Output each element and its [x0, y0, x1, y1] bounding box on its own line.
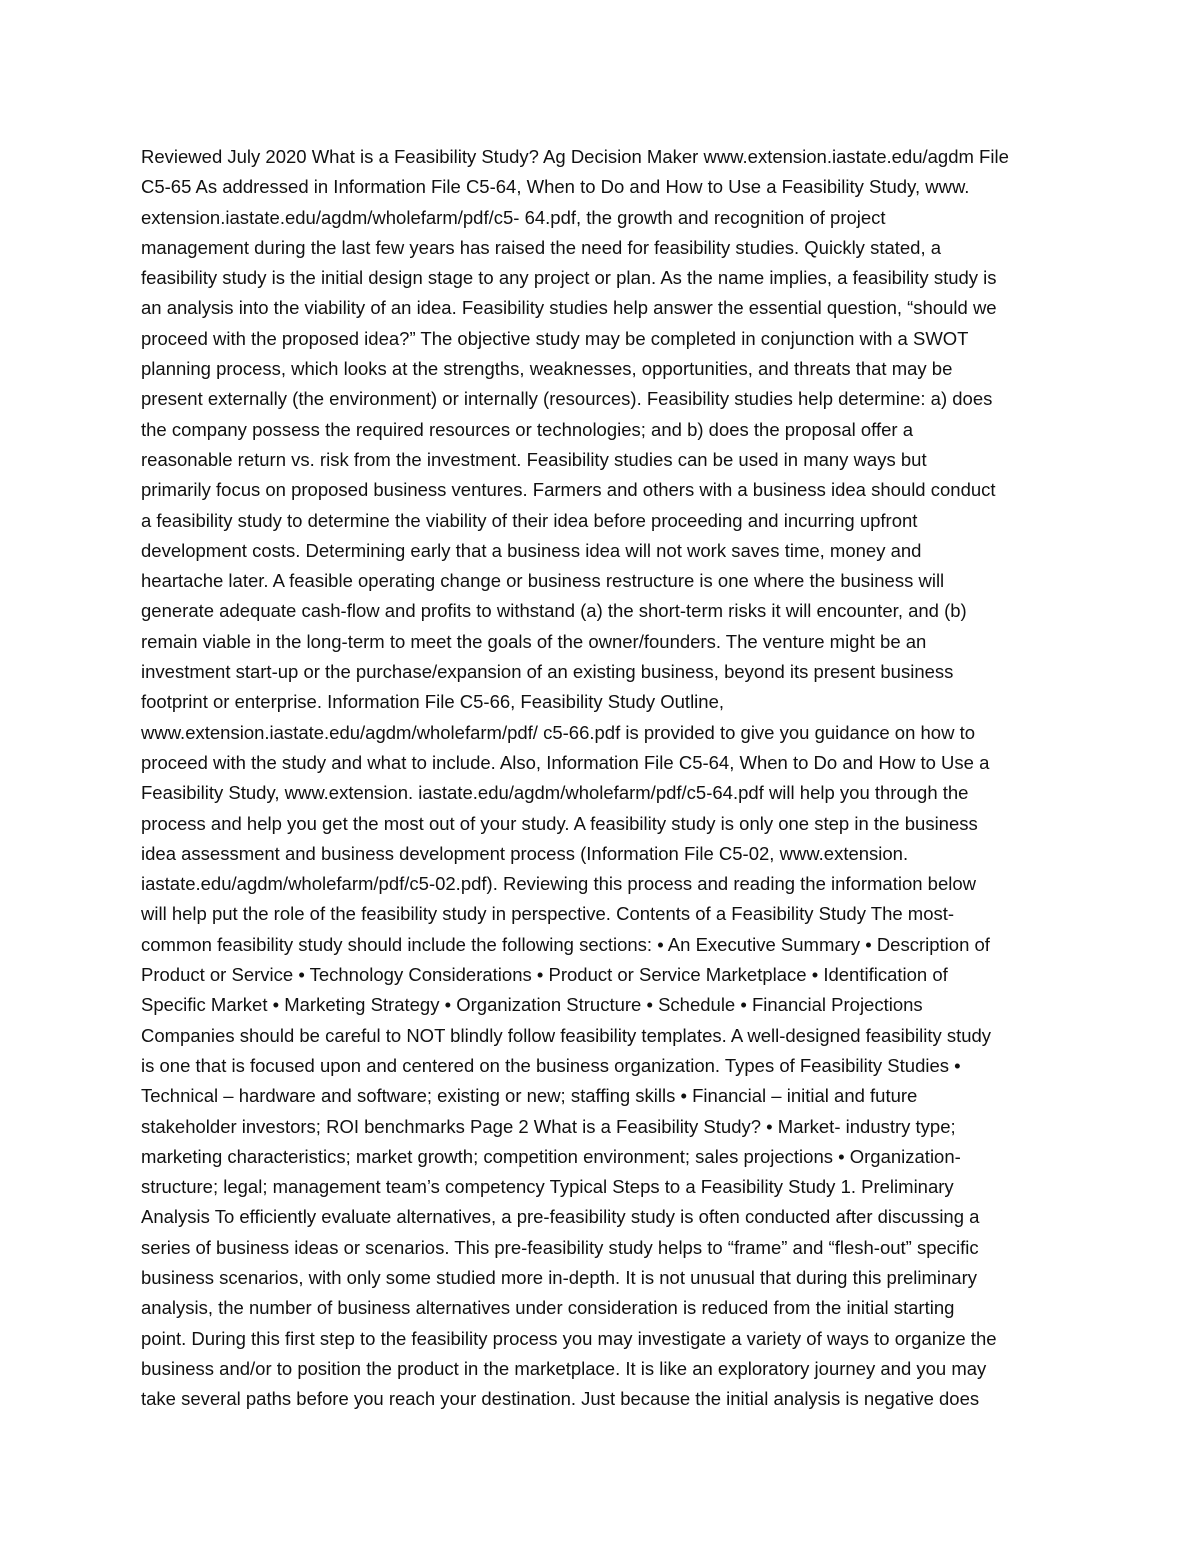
text-line: the company possess the required resources or technologies; and b) does the proposal offer a: [141, 418, 913, 440]
text-line: an analysis into the viability of an idea. Feasibility studies help answer the essential question, “should we: [141, 297, 997, 319]
text-line: reasonable return vs. risk from the investment. Feasibility studies can be used in many ways but: [141, 448, 927, 470]
text-line: will help put the role of the feasibility study in perspective. Contents of a Feasibility Study The most-: [141, 903, 955, 925]
text-line: Product or Service • Technology Considerations • Product or Service Marketplace • Identification of: [141, 964, 948, 986]
text-line: Technical – hardware and software; existing or new; staffing skills • Financial – initial and future: [141, 1085, 918, 1107]
text-line: Companies should be careful to NOT blindly follow feasibility templates. A well-designed feasibility study: [141, 1024, 992, 1046]
text-line: www.extension.iastate.edu/agdm/wholefarm/pdf/ c5-66.pdf is provided to give you guidance on how to: [141, 721, 976, 743]
text-line: process and help you get the most out of your study. A feasibility study is only one step in the business: [141, 812, 978, 834]
text-line: C5-65 As addressed in Information File C5-64, When to Do and How to Use a Feasibility Study, www.: [141, 176, 970, 198]
text-line: structure; legal; management team’s competency Typical Steps to a Feasibility Study 1. Preliminary: [141, 1176, 954, 1198]
text-line: common feasibility study should include the following sections: • An Executive Summary • Description of: [141, 933, 990, 955]
text-line: development costs. Determining early that a business idea will not work saves time, money and: [141, 539, 922, 561]
text-line: investment start-up or the purchase/expansion of an existing business, beyond its present business: [141, 661, 954, 683]
text-line: take several paths before you reach your destination. Just because the initial analysis is negative does: [141, 1388, 980, 1410]
text-line: stakeholder investors; ROI benchmarks Page 2 What is a Feasibility Study? • Market- industry type;: [141, 1115, 956, 1137]
text-line: heartache later. A feasible operating change or business restructure is one where the business will: [141, 570, 945, 592]
text-line: analysis, the number of business alternatives under consideration is reduced from the initial starting: [141, 1297, 955, 1319]
text-line: extension.iastate.edu/agdm/wholefarm/pdf/c5- 64.pdf, the growth and recognition of project: [141, 206, 886, 228]
text-line: generate adequate cash-flow and profits to withstand (a) the short-term risks it will encounter, and (b): [141, 600, 967, 622]
text-line: proceed with the study and what to include. Also, Information File C5-64, When to Do and How to Use a: [141, 751, 990, 773]
text-line: iastate.edu/agdm/wholefarm/pdf/c5-02.pdf). Reviewing this process and reading the information below: [141, 873, 977, 895]
text-line: idea assessment and business development process (Information File C5-02, www.extension.: [141, 842, 909, 864]
text-line: present externally (the environment) or internally (resources). Feasibility studies help determine: a) does: [141, 388, 993, 410]
text-line: primarily focus on proposed business ventures. Farmers and others with a business idea should conduct: [141, 479, 996, 501]
text-line: proceed with the proposed idea?” The objective study may be completed in conjunction with a SWOT: [141, 327, 969, 349]
text-line: business scenarios, with only some studied more in-depth. It is not unusual that during this preliminary: [141, 1266, 978, 1288]
text-line: planning process, which looks at the strengths, weaknesses, opportunities, and threats that may be: [141, 358, 953, 380]
text-line: Analysis To efficiently evaluate alternatives, a pre-feasibility study is often conducted after discussing a: [141, 1206, 980, 1228]
text-line: management during the last few years has raised the need for feasibility studies. Quickly stated, a: [141, 236, 942, 258]
text-line: a feasibility study to determine the viability of their idea before proceeding and incurring upfront: [141, 509, 918, 531]
text-line: footprint or enterprise. Information File C5-66, Feasibility Study Outline,: [141, 691, 725, 713]
text-line: series of business ideas or scenarios. This pre-feasibility study helps to “frame” and “flesh-out” specific: [141, 1236, 979, 1258]
text-line: Specific Market • Marketing Strategy • Organization Structure • Schedule • Financial Projections: [141, 994, 923, 1016]
text-line: marketing characteristics; market growth; competition environment; sales projections • Organization-: [141, 1145, 961, 1167]
text-line: feasibility study is the initial design stage to any project or plan. As the name implies, a feasibility study is: [141, 267, 997, 289]
text-line: point. During this first step to the feasibility process you may investigate a variety of ways to organize the: [141, 1327, 997, 1349]
text-line: Reviewed July 2020 What is a Feasibility Study? Ag Decision Maker www.extension.iastate.edu/agdm File: [141, 146, 1009, 167]
text-line: business and/or to position the product in the marketplace. It is like an exploratory journey and you may: [141, 1357, 987, 1379]
text-line: remain viable in the long-term to meet the goals of the owner/founders. The venture might be an: [141, 630, 927, 652]
body-text: [141, 142, 1071, 1414]
text-line: Feasibility Study, www.extension. iastate.edu/agdm/wholefarm/pdf/c5-64.pdf will help you through the: [141, 782, 969, 804]
text-line: is one that is focused upon and centered on the business organization. Types of Feasibility Studies •: [141, 1054, 961, 1076]
